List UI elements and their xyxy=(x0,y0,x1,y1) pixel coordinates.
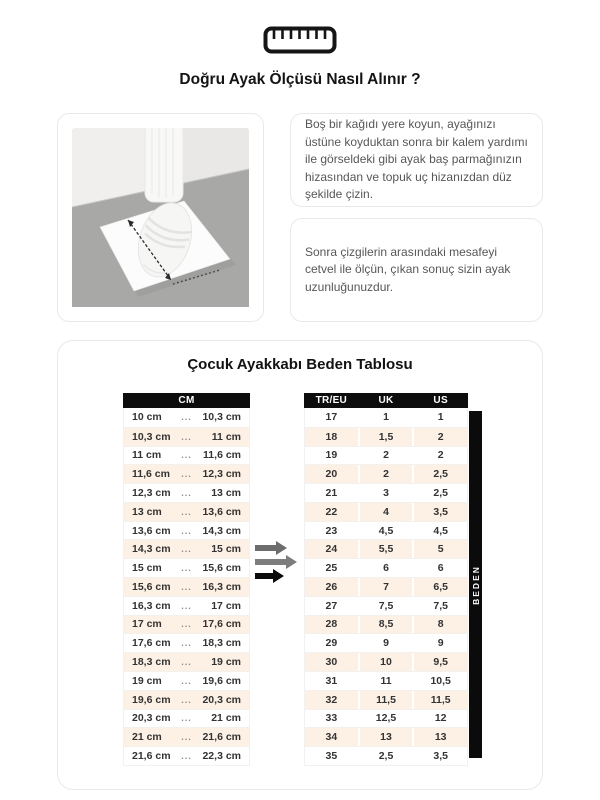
cm-table xyxy=(123,393,250,766)
size-guide-title: Çocuk Ayakkabı Beden Tablosu xyxy=(187,356,413,373)
size-guide-card xyxy=(57,340,543,790)
foot-measurement-photo xyxy=(72,128,249,312)
size-table-header xyxy=(304,393,468,408)
size-conversion-table xyxy=(304,393,468,766)
table-row: 19 cm ... 19,6 cm xyxy=(124,671,249,690)
table-row: 11,6 cm ... 12,3 cm xyxy=(124,464,249,483)
table-row: 18,3 cm ... 19 cm xyxy=(124,652,249,671)
beden-side-label: BEDEN xyxy=(469,411,482,758)
table-row: 17 cm ... 17,6 cm xyxy=(124,615,249,634)
table-row: 18 1,5 2 xyxy=(305,427,467,446)
table-row: 10,3 cm ... 11 cm xyxy=(124,427,249,446)
size-table-body xyxy=(304,408,468,766)
ruler-icon xyxy=(0,26,600,59)
instruction-step-1: Boş bir kağıdı yere koyun, ayağınızı üstüne koyduktan sonra bir kalem yardımı ile görseldeki gibi ayak baş parmağınızın hizasından ve topuk uç hizanızdan düz şekilde çizin. xyxy=(305,117,528,202)
table-row: 17 1 1 xyxy=(305,408,467,427)
foot-measurement-card xyxy=(57,113,264,322)
table-row: 15,6 cm ... 16,3 cm xyxy=(124,577,249,596)
table-row: 22 4 3,5 xyxy=(305,502,467,521)
table-row: 16,3 cm ... 17 cm xyxy=(124,596,249,615)
table-row: 11 cm ... 11,6 cm xyxy=(124,446,249,465)
table-row: 15 cm ... 15,6 cm xyxy=(124,558,249,577)
conversion-arrows-icon xyxy=(255,540,301,591)
table-row: 13 cm ... 13,6 cm xyxy=(124,502,249,521)
table-row: 21 cm ... 21,6 cm xyxy=(124,727,249,746)
table-row: 30 10 9,5 xyxy=(305,652,467,671)
size-table-header-us: US xyxy=(433,395,448,406)
table-row: 23 4,5 4,5 xyxy=(305,521,467,540)
table-row: 33 12,5 12 xyxy=(305,709,467,728)
table-row: 20 2 2,5 xyxy=(305,464,467,483)
table-row: 12,3 cm ... 13 cm xyxy=(124,483,249,502)
table-row: 26 7 6,5 xyxy=(305,577,467,596)
cm-table-body xyxy=(123,408,250,766)
table-row: 28 8,5 8 xyxy=(305,615,467,634)
table-row: 31 11 10,5 xyxy=(305,671,467,690)
table-row: 14,3 cm ... 15 cm xyxy=(124,539,249,558)
table-row: 17,6 cm ... 18,3 cm xyxy=(124,633,249,652)
table-row: 35 2,5 3,5 xyxy=(305,746,467,765)
table-row: 27 7,5 7,5 xyxy=(305,596,467,615)
table-row: 32 11,5 11,5 xyxy=(305,690,467,709)
instruction-card-1 xyxy=(290,113,543,207)
size-table-header-treu: TR/EU xyxy=(315,395,348,406)
table-row: 10 cm ... 10,3 cm xyxy=(124,408,249,427)
size-table-header-uk: UK xyxy=(378,395,394,406)
table-row: 34 13 13 xyxy=(305,727,467,746)
cm-table-header: CM xyxy=(123,393,250,408)
instruction-step-2: Sonra çizgilerin arasındaki mesafeyi cetvel ile ölçün, çıkan sonuç sizin ayak uzunluğunuzdur. xyxy=(305,244,511,294)
table-row: 13,6 cm ... 14,3 cm xyxy=(124,521,249,540)
table-row: 25 6 6 xyxy=(305,558,467,577)
table-row: 19,6 cm ... 20,3 cm xyxy=(124,690,249,709)
page-title: Doğru Ayak Ölçüsü Nasıl Alınır ? xyxy=(179,71,421,88)
instruction-card-2 xyxy=(290,218,543,322)
table-row: 19 2 2 xyxy=(305,446,467,465)
table-row: 24 5,5 5 xyxy=(305,539,467,558)
table-row: 29 9 9 xyxy=(305,633,467,652)
table-row: 21,6 cm ... 22,3 cm xyxy=(124,746,249,765)
table-row: 21 3 2,5 xyxy=(305,483,467,502)
table-row: 20,3 cm ... 21 cm xyxy=(124,709,249,728)
